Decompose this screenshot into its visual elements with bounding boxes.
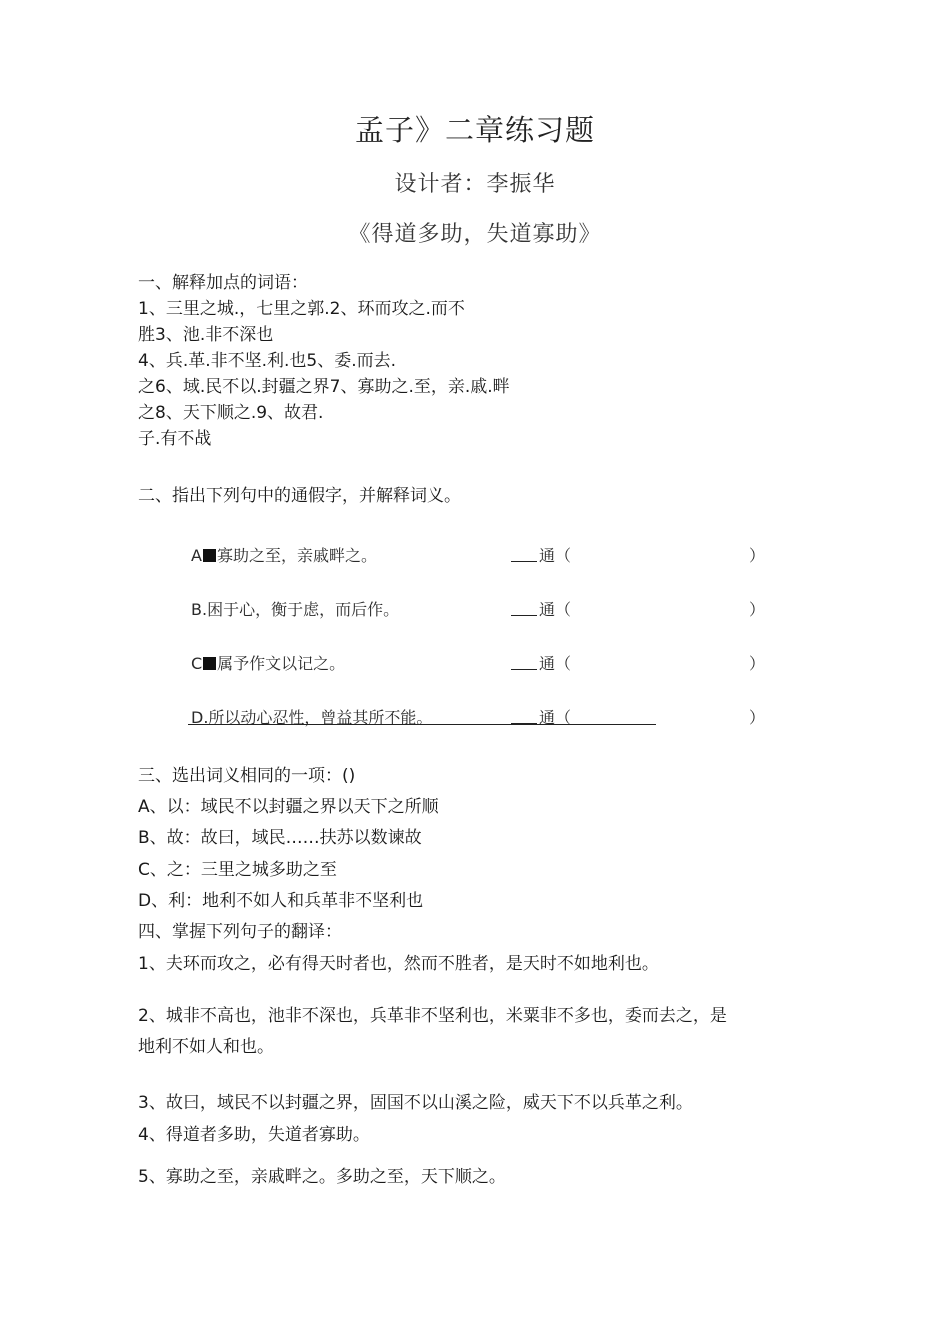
close-paren: ）: [749, 600, 766, 619]
section-1-line: 1、三里之城.，七里之郭.2、环而攻之.而不: [138, 299, 465, 319]
fill-item-sentence: [191, 543, 377, 566]
item-letter: C: [191, 654, 203, 673]
fill-item-sentence: [191, 597, 399, 620]
translation-sentence: 3、故曰，域民不以封疆之界，固国不以山溪之险，威天下不以兵革之利。: [138, 1093, 693, 1113]
answer-blank[interactable]: [511, 615, 537, 616]
item-letter: D.: [191, 708, 209, 727]
item-d-underline: [188, 724, 656, 725]
choice-option-b: B、故：故曰，域民……扶苏以数谏故: [138, 828, 422, 848]
translation-sentence: 5、寡助之至，亲戚畔之。多助之至，天下顺之。: [138, 1167, 506, 1187]
fill-item-sentence: [191, 651, 345, 674]
close-paren: ）: [749, 546, 766, 565]
document-title: 孟子》二章练习题: [354, 113, 595, 147]
black-square-mark: [203, 549, 216, 562]
answer-blank[interactable]: [511, 669, 537, 670]
section-1-heading: 一、解释加点的词语：: [138, 273, 308, 293]
lesson-subtitle: 《得道多助，失道寡助》: [348, 222, 602, 247]
tong-label: 通（: [539, 546, 572, 565]
section-4-heading: 四、掌握下列句子的翻译：: [138, 922, 342, 942]
fill-item-c: [0, 651, 950, 677]
answer-blank[interactable]: [511, 561, 537, 562]
tong-label: 通（: [539, 708, 572, 727]
fill-item-b: [0, 597, 950, 623]
tong-label: 通（: [539, 600, 572, 619]
fill-item-a: [0, 543, 950, 569]
section-2-heading: 二、指出下列句中的通假字，并解释词义。: [138, 486, 461, 506]
close-paren: ）: [749, 654, 766, 673]
item-text: 所以动心忍性，曾益其所不能。: [208, 708, 433, 727]
translation-sentence: 1、夫环而攻之，必有得天时者也，然而不胜者，是天时不如地利也。: [138, 954, 659, 974]
item-text: 寡助之至，亲戚畔之。: [216, 546, 377, 565]
choice-option-c: C、之：三里之城多助之至: [138, 860, 337, 880]
item-letter: A: [191, 546, 202, 565]
choice-option-d: D、利：地利不如人和兵革非不坚利也: [138, 891, 424, 911]
translation-sentence: 2、城非不高也，池非不深也，兵革非不坚利也，米粟非不多也，委而去之，是: [138, 1006, 727, 1026]
tong-label: 通（: [539, 654, 572, 673]
translation-sentence: 4、得道者多助，失道者寡助。: [138, 1125, 370, 1145]
section-1-line: 之6、域.民不以.封疆之界7、寡助之.至，亲.戚.畔: [138, 377, 510, 397]
choice-option-a: A、以：域民不以封疆之界以天下之所顺: [138, 797, 439, 817]
item-text: 属予作文以记之。: [217, 654, 346, 673]
black-square-mark: [203, 657, 216, 670]
section-1-line: 4、兵.革.非不坚.利.也5、委.而去.: [138, 351, 397, 371]
item-text: 困于心，衡于虑，而后作。: [207, 600, 400, 619]
translation-sentence-cont: 地利不如人和也。: [138, 1037, 274, 1057]
section-3-heading: 三、选出词义相同的一项：(): [138, 766, 356, 786]
item-letter: B.: [191, 600, 208, 619]
close-paren: ）: [749, 708, 766, 727]
author-line: 设计者：李振华: [394, 172, 556, 197]
section-1-line: 之8、天下顺之.9、故君.: [138, 403, 324, 423]
section-1-line: 胜3、池.非不深也: [138, 325, 274, 345]
section-1-line: 子.有不战: [138, 429, 212, 449]
fill-item-d: [0, 705, 950, 731]
